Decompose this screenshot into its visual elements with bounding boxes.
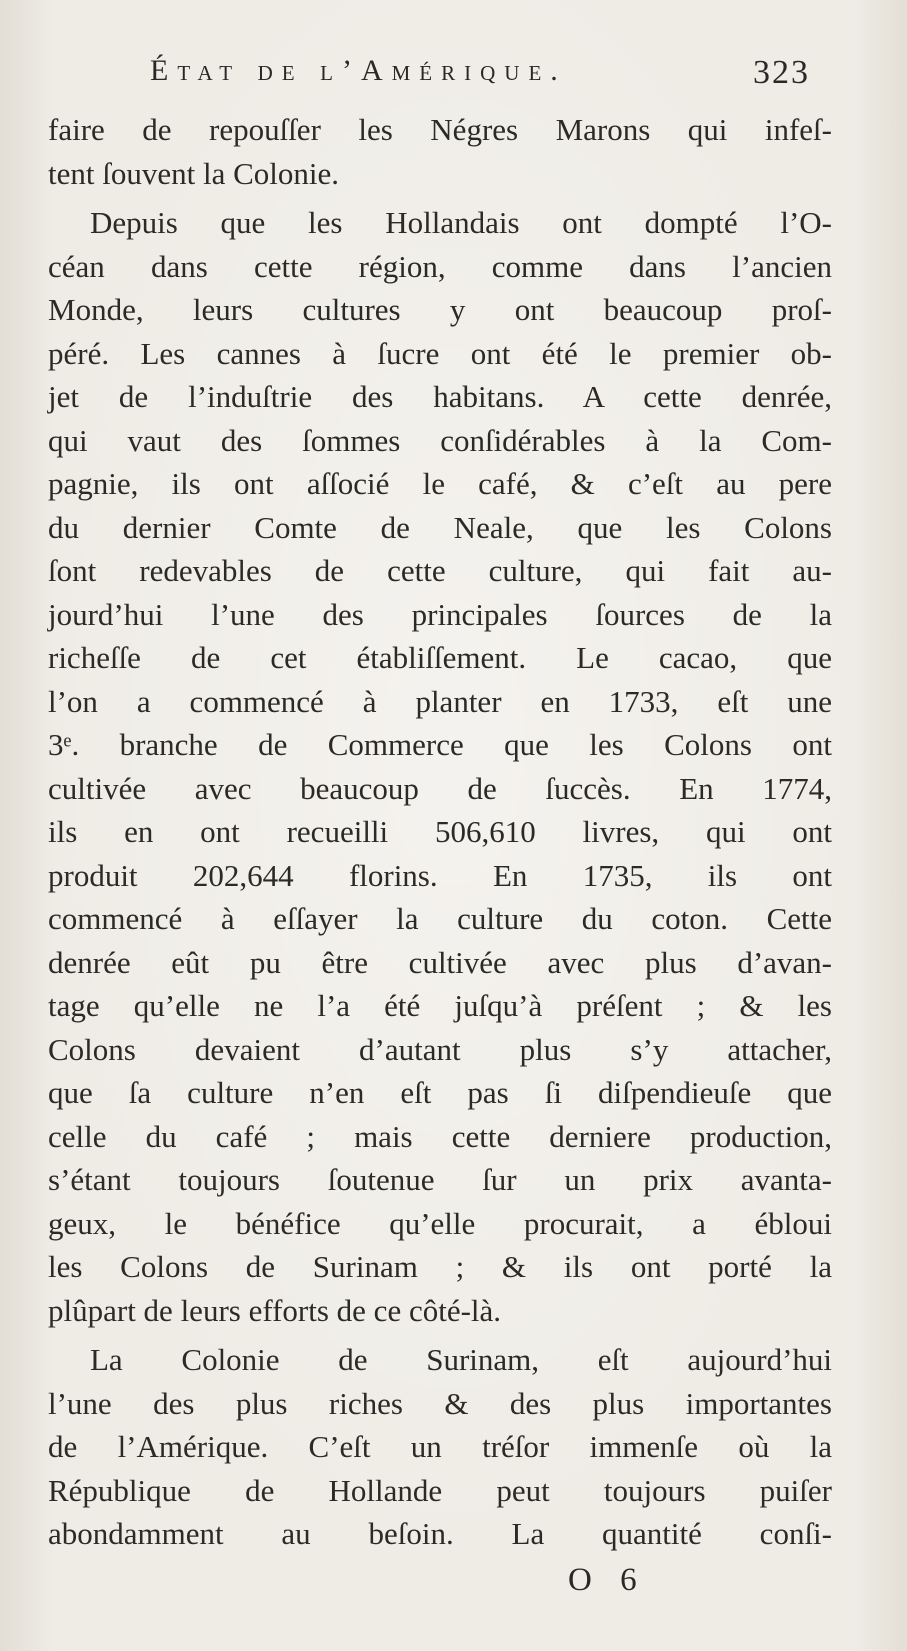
text-line: commencé à eſſayer la culture du coton. Cette — [48, 901, 832, 936]
text-line: plûpart de leurs efforts de ce côté-là. — [48, 1292, 502, 1328]
text-line: 3ᵉ. branche de Commerce que les Colons ont — [48, 727, 832, 762]
text-line: ſont redevables de cette culture, qui fait au- — [48, 553, 832, 588]
text-line: geux, le bénéfice qu’elle procurait, a ébloui — [48, 1205, 832, 1241]
text-line: Colons devaient d’autant plus s’y attacher, — [48, 1031, 832, 1067]
text-line: abondamment au beſoin. La quantité conſi- — [48, 1516, 832, 1551]
text-line: du dernier Comte de Neale, que les Colons — [48, 509, 832, 545]
body-text — [48, 108, 832, 1556]
page-header — [150, 50, 840, 98]
text-line: céan dans cette région, comme dans l’ancien — [48, 248, 832, 284]
text-line: Monde, leurs cultures y ont beaucoup proſ- — [48, 292, 832, 327]
text-line: République de Hollande peut toujours puiſer — [48, 1472, 832, 1508]
text-line: pagnie, ils ont aſſocié le café, & c’eſt au pere — [48, 466, 832, 501]
page-number: 323 — [753, 54, 810, 91]
text-line: richeſſe de cet établiſſement. Le cacao, que — [48, 640, 832, 675]
text-line: péré. Les cannes à ſucre ont été le premier ob- — [48, 335, 832, 371]
text-line: les Colons de Surinam ; & ils ont porté la — [48, 1249, 832, 1284]
text-line: cultivée avec beaucoup de ſuccès. En 1774, — [48, 770, 832, 806]
text-line: tent ſouvent la Colonie. — [48, 155, 340, 191]
text-line: celle du café ; mais cette derniere production, — [48, 1118, 832, 1154]
text-line: denrée eût pu être cultivée avec plus d’avan- — [48, 944, 832, 980]
text-line: Depuis que les Hollandais ont dompté l’O- — [90, 205, 832, 240]
text-line: ils en ont recueilli 506,610 livres, qui ont — [48, 814, 832, 849]
text-line: jet de l’induſtrie des habitans. A cette denrée, — [48, 379, 832, 414]
text-line: produit 202,644 florins. En 1735, ils ont — [48, 857, 832, 893]
text-line: que ſa culture n’en eſt pas ſi diſpendieuſe que — [48, 1075, 832, 1110]
text-line: jourd’hui l’une des principales ſources de la — [48, 596, 832, 632]
running-title: État de l’Amérique. — [150, 54, 567, 87]
text-line: La Colonie de Surinam, eſt aujourd’hui — [90, 1342, 832, 1377]
text-line: l’une des plus riches & des plus importantes — [48, 1385, 832, 1421]
text-line: l’on a commencé à planter en 1733, eſt une — [48, 683, 832, 719]
text-line: tage qu’elle ne l’a été juſqu’à préſent ; & les — [48, 988, 832, 1023]
text-line: s’étant toujours ſoutenue ſur un prix avanta- — [48, 1162, 832, 1197]
text-line: de l’Amérique. C’eſt un tréſor immenſe où la — [48, 1429, 832, 1464]
text-line: faire de repouſſer les Négres Marons qui infeſ- — [48, 112, 832, 147]
signature-mark: O 6 — [568, 1562, 647, 1598]
text-line: qui vaut des ſommes conſidérables à la Com- — [48, 422, 832, 458]
